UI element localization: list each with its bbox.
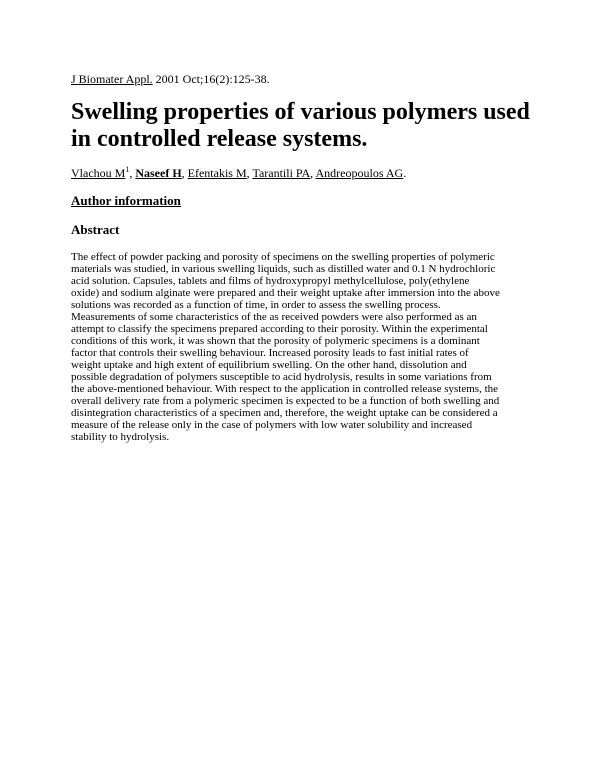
abstract-line: The effect of powder packing and porosity of specimens on the swelling properties of polymeric — [71, 251, 495, 263]
author-link[interactable]: Vlachou M — [71, 166, 126, 180]
journal-link[interactable]: J Biomater Appl. — [71, 72, 153, 86]
citation-details: 2001 Oct;16(2):125-38. — [155, 72, 270, 86]
abstract-line: disintegration characteristics of a specimen and, therefore, the weight uptake can be considered a — [71, 407, 498, 419]
abstract-line: stability to hydrolysis. — [71, 431, 170, 443]
abstract-line: the above-mentioned behaviour. With respect to the application in controlled release systems, the — [71, 383, 499, 395]
abstract-line: Measurements of some characteristics of the as received powders were also performed as an — [71, 311, 477, 323]
abstract-line: conditions of this work, it was shown that the porosity of polymeric specimens is a dominant — [71, 335, 480, 347]
abstract-line: acid solution. Capsules, tablets and films of hydroxypropyl methylcellulose, poly(ethylene — [71, 275, 470, 287]
author-link[interactable]: Andreopoulos AG — [315, 166, 404, 180]
abstract-line: possible degradation of polymers susceptible to acid hydrolysis, results in some variations from — [71, 371, 492, 383]
author-affiliation-marker: 1 — [125, 165, 130, 174]
abstract-text — [71, 251, 537, 443]
abstract-line: solutions was recorded as a function of time, in order to assess the swelling process. — [71, 299, 441, 311]
author-list: Vlachou $M^1$, Naseef H, Efentakis M, Tarantili PA, Andreopoulos AG. — [71, 165, 407, 180]
abstract-line: oxide) and sodium alginate were prepared and their weight uptake after immersion into the above — [71, 287, 500, 299]
article-title — [71, 99, 551, 153]
author-link[interactable]: Efentakis M — [187, 166, 247, 180]
abstract-line: weight uptake and high extent of equilibrium swelling. On the other hand, dissolution and — [71, 359, 467, 371]
abstract-heading: Abstract — [71, 222, 120, 237]
article-title-line-2: in controlled release systems. — [71, 126, 368, 152]
abstract-line: attempt to classify the specimens prepared according to their porosity. Within the experimental — [71, 323, 488, 335]
author-link[interactable]: Tarantili PA — [252, 166, 311, 180]
abstract-line: measure of the release only in the case of polymers with low water solubility and increased — [71, 419, 473, 431]
abstract-line: materials was studied, in various swelling liquids, such as distilled water and 0.1 N hydrochloric — [71, 263, 496, 275]
author-information-link[interactable]: Author information — [71, 193, 181, 208]
article-title-line-1: Swelling properties of various polymers used — [71, 99, 530, 125]
abstract-line: overall delivery rate from a polymeric specimen is expected to be a function of both swelling and — [71, 395, 500, 407]
citation — [71, 72, 270, 86]
author-link[interactable]: Naseef H — [135, 166, 182, 180]
abstract-line: factor that controls their swelling behaviour. Increased porosity leads to fast initial rates of — [71, 347, 469, 359]
